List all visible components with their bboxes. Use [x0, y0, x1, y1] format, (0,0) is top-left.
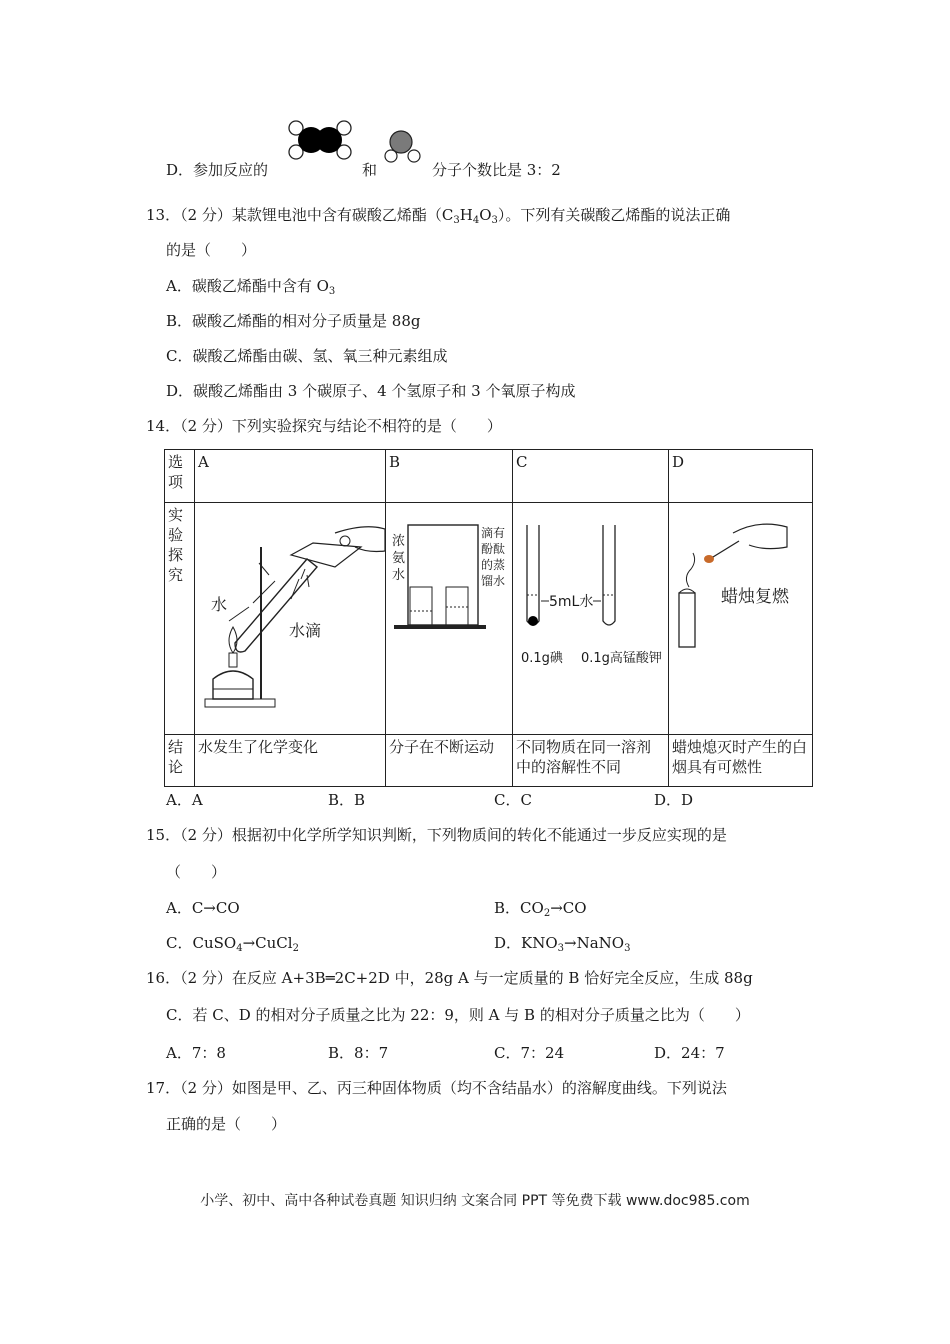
- conclusion-a: 水发生了化学变化: [195, 735, 386, 787]
- table-header-c: C: [513, 450, 669, 503]
- table-header-b: B: [386, 450, 513, 503]
- q15-option-d: D．$KNO_3\to NaNO_3$: [494, 934, 631, 954]
- q16-option-a: A．7：8: [166, 1044, 226, 1062]
- q16-option-b: B．8：7: [328, 1044, 389, 1062]
- table-header-a: A: [195, 450, 386, 503]
- q15-stem: 15．（2 分）根据初中化学所学知识判断，下列物质间的转化不能通过一步反应实现的是: [146, 826, 727, 844]
- experiment-a-cell: [195, 503, 386, 735]
- q12-d-prefix: D．参加反应的: [166, 161, 269, 179]
- q16-stem-2: C．若 C、D 的相对分子质量之比为 22：9，则 A 与 B 的相对分子质量之比为（ ）: [166, 1006, 750, 1024]
- experiment-d-cell: [669, 503, 813, 735]
- conclusion-b: 分子在不断运动: [386, 735, 513, 787]
- q16-stem: 16．（2 分）在反应 A+3B═2C+2D 中，28g A 与一定质量的 B 恰好完全反应，生成 88g: [146, 969, 753, 987]
- table-header-d: D: [669, 450, 813, 503]
- q15-stem-2: （ ）: [166, 863, 227, 881]
- experiment-b-cell: [386, 503, 513, 735]
- experiment-c-cell: [513, 503, 669, 735]
- table-row-experiment-label: 实验探究: [165, 503, 195, 735]
- q15-option-a: A．C→CO: [166, 899, 240, 917]
- q13-option-a: A．碳酸乙烯酯中含有 $O_3$: [166, 277, 336, 297]
- q14-option-b: B．B: [328, 791, 366, 809]
- candle-relight-icon: [669, 503, 812, 729]
- q14-experiment-table: [164, 449, 813, 787]
- q13-option-b: B．碳酸乙烯酯的相对分子质量是 88g: [166, 312, 421, 330]
- q13-option-d: D．碳酸乙烯酯由 3 个碳原子、4 个氢原子和 3 个氧原子构成: [166, 382, 576, 400]
- label-phenolphthalein-water: 滴有酚酞的蒸馏水: [481, 526, 506, 588]
- table-header-option: 选项: [165, 450, 195, 503]
- q16-option-c: C．7：24: [494, 1044, 565, 1062]
- conclusion-c: 不同物质在同一溶剂中的溶解性不同: [513, 735, 669, 787]
- q12-option-d: [166, 160, 268, 180]
- q13-stem-2: 的是（ ）: [166, 241, 257, 259]
- q14-stem: 14．（2 分）下列实验探究与结论不相符的是（ ）: [146, 417, 502, 435]
- q12-d-and: 和: [362, 161, 378, 179]
- q14-option-d: D．D: [654, 791, 694, 809]
- label-candle-relights: 蜡烛复燃: [721, 587, 789, 607]
- q13-stem: 13．（2 分）某款锂电池中含有碳酸乙烯酯$(C_3H_4O_3)$。下列有关碳酸乙烯酯的说法正确: [146, 206, 731, 226]
- label-water-drop: 水滴: [289, 621, 322, 640]
- page-footer: 小学、初中、高中各种试卷真题 知识归纳 文案合同 PPT 等免费下载 www.doc985.com: [200, 1193, 750, 1209]
- q15-option-c: C．CuSO$_4$→CuCl$_2$: [166, 934, 299, 954]
- label-water: 水: [211, 595, 228, 614]
- label-concentrated-ammonia: 浓氨水: [392, 534, 406, 583]
- q14-option-c: C．C: [494, 791, 532, 809]
- q17-stem-2: 正确的是（ ）: [166, 1115, 287, 1133]
- q17-stem: 17．（2 分）如图是甲、乙、丙三种固体物质（均不含结晶水）的溶解度曲线。下列说法: [146, 1079, 727, 1097]
- heating-tube-apparatus-icon: [195, 503, 385, 729]
- q12-d-suffix: 分子个数比是 3：2: [432, 161, 561, 179]
- label-potassium-permanganate: 0.1g高锰酸钾: [581, 651, 662, 666]
- q13-option-c: C．碳酸乙烯酯由碳、氢、氧三种元素组成: [166, 347, 448, 365]
- label-iodine: 0.1g碘: [521, 651, 563, 666]
- table-row-conclusion-label: 结论: [165, 735, 195, 787]
- molecule-water-icon: [384, 126, 424, 166]
- molecule-ethylene-icon: [284, 118, 356, 164]
- q16-option-d: D．24：7: [654, 1044, 725, 1062]
- conclusion-d: 蜡烛熄灭时产生的白烟具有可燃性: [669, 735, 813, 787]
- label-5ml-water: 5mL水: [549, 594, 594, 610]
- q14-option-a: A．A: [166, 791, 203, 809]
- test-tubes-solubility-icon: [513, 503, 668, 729]
- q15-option-b: B．$CO_2\to CO$: [494, 899, 587, 919]
